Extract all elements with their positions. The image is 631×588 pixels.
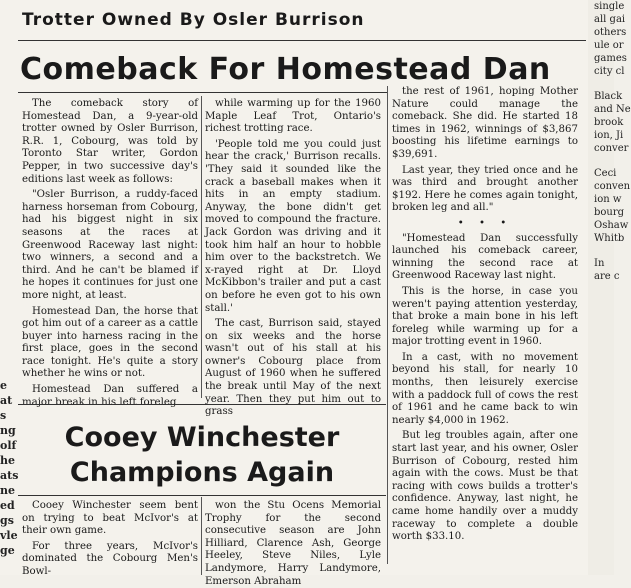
divider-rule — [18, 40, 586, 41]
divider-rule — [18, 92, 388, 93]
divider-rule — [18, 404, 386, 405]
text-fragment: ng — [0, 424, 16, 437]
text-fragment: single — [594, 1, 625, 12]
divider-rule — [18, 495, 386, 496]
text-fragment: he — [0, 454, 15, 467]
text-fragment: conven — [594, 181, 631, 192]
article-column-3 — [392, 86, 578, 562]
paragraph: the rest of 1961, hoping Mother Nature could manage the comeback. She did. He started 18 times in 1962, winnings of $3,867 boosting his lifetime earnings to $39,691. — [392, 86, 578, 160]
column-divider — [201, 96, 202, 398]
paragraph: The cast, Burrison said, stayed on six weeks and the horse wasn't out of his stall at his owner's Cobourg place from August of 1960 when he suffered the break until May of the next year. Then they put him out to grass — [205, 318, 381, 418]
text-fragment: ion w — [594, 194, 622, 205]
paragraph: 'People told me you could just hear the crack,' Burrison recalls. 'They said it sounded like the crack a baseball makes when it hits in an empty stadium. Anyway, the bone didn't get moved to compound the fracture. Jack Gordon was driving and it took him half an hour to hobble him over to the backstretch. We x-rayed right at Dr. Lloyd McKibbon's trailer and put a cast on before he even got to his own stall.' — [205, 138, 381, 314]
text-fragment: games — [594, 53, 627, 64]
adjacent-column-right — [594, 0, 631, 575]
text-fragment: conver — [594, 143, 629, 154]
paragraph: The comeback story of Homestead Dan, a 9-year-old trotter owned by Osler Burrison, R.R. 1, Cobourg, was told by Toronto Star writer, Gordon Pepper, in two successive day's editions last week as follows: — [22, 98, 198, 185]
text-fragment: s — [0, 409, 7, 422]
text-fragment: others — [594, 27, 627, 38]
text-fragment: ule or — [594, 40, 624, 51]
line-gap — [594, 78, 614, 90]
paragraph: Last year, they tried once and he was third and brought another $192. Here he comes again tonight, broken leg and all." — [392, 164, 578, 214]
second-article-column-1 — [22, 500, 198, 575]
article-column-1 — [22, 98, 198, 408]
line-gap — [594, 245, 614, 257]
paragraph: This is the horse, in case you weren't paying attention yesterday, that broke a main bone in his left foreleg while warming up for a major trotting event in 1960. — [392, 285, 578, 348]
text-fragment: ne — [0, 484, 15, 497]
paragraph: For three years, McIvor's dominated the Cobourg Men's Bowl- — [22, 540, 198, 577]
text-fragment: ed — [0, 499, 15, 512]
paragraph: Homestead Dan suffered a major break in his left foreleg — [22, 384, 198, 408]
paragraph: Cooey Winchester seem bent on trying to beat McIvor's at their own game. — [22, 500, 198, 537]
text-fragment: bourg — [594, 207, 625, 218]
text-fragment: Whitb — [594, 233, 625, 244]
text-fragment: In — [594, 258, 605, 269]
text-fragment: Oshaw — [594, 220, 629, 231]
text-fragment: ge — [0, 544, 15, 557]
text-fragment: e — [0, 379, 7, 392]
line-gap — [594, 155, 614, 167]
paragraph: In a cast, with no movement beyond his stall, for nearly 10 months, then leisurely exercise with a paddock full of cows the rest of 1961 and he came back to win nearly $4,000 in 1962. — [392, 351, 578, 426]
paragraph: "Homestead Dan successfully launched his comeback career, winning the second race at Greenwood Raceway last night. — [392, 232, 578, 282]
text-fragment: brook — [594, 117, 624, 128]
paragraph: won the Stu Ocens Memorial Trophy for the second consecutive season are John Hilliard, Clarence Ash, George Heeley, Steve Niles, Lyle Landymore, Harry Landymore, Emerson Abraham — [205, 500, 381, 587]
text-fragment: Ceci — [594, 168, 617, 179]
second-headline-line: Cooey Winchester — [64, 422, 340, 453]
article-kicker: Trotter Owned By Osler Burrison — [22, 10, 365, 30]
text-fragment: olf — [0, 439, 17, 452]
text-fragment: vle — [0, 529, 18, 542]
article-column-2 — [205, 98, 381, 418]
paragraph: while warming up for the 1960 Maple Leaf Trot, Ontario's richest trotting race. — [205, 98, 381, 135]
text-fragment: are c — [594, 271, 620, 282]
adjacent-column-left-edge — [0, 378, 19, 575]
second-headline — [22, 420, 382, 490]
second-article-column-2 — [205, 500, 381, 587]
second-headline-line: Champions Again — [69, 457, 335, 488]
text-fragment: Black — [594, 91, 623, 102]
column-divider — [387, 86, 388, 564]
text-fragment: and Ne — [594, 104, 631, 115]
section-separator: • • • — [457, 217, 513, 229]
text-fragment: ion, Ji — [594, 130, 624, 141]
text-fragment: city cl — [594, 66, 625, 77]
text-fragment: at — [0, 394, 13, 407]
text-fragment: all gai — [594, 14, 626, 25]
paragraph: Homestead Dan, the horse that got him out of a career as a cattle buyer into harness racing in the first place, goes in the second race tonight. He's quite a story whether he wins or not. — [22, 305, 198, 380]
paragraph: But leg troubles again, after one start last year, and his owner, Osler Burrison of Cobourg, rested him again with the cows. Must be that racing with cows builds a trotter's confidence. Anyway, last night, he came home handily over a muddy raceway to complete a double worth $33.10. — [392, 430, 578, 543]
article-headline: Comeback For Homestead Dan — [20, 52, 551, 87]
column-divider — [201, 497, 202, 575]
text-fragment: ats — [0, 469, 19, 482]
paragraph: "Osler Burrison, a ruddy-faced harness horseman from Cobourg, had his biggest night in six seasons at the races at Greenwood Raceway last night: two winners, a second and a third. And he can't be blamed if he hopes it continues for just one more night, at least. — [22, 189, 198, 301]
text-fragment: gs — [0, 514, 14, 527]
